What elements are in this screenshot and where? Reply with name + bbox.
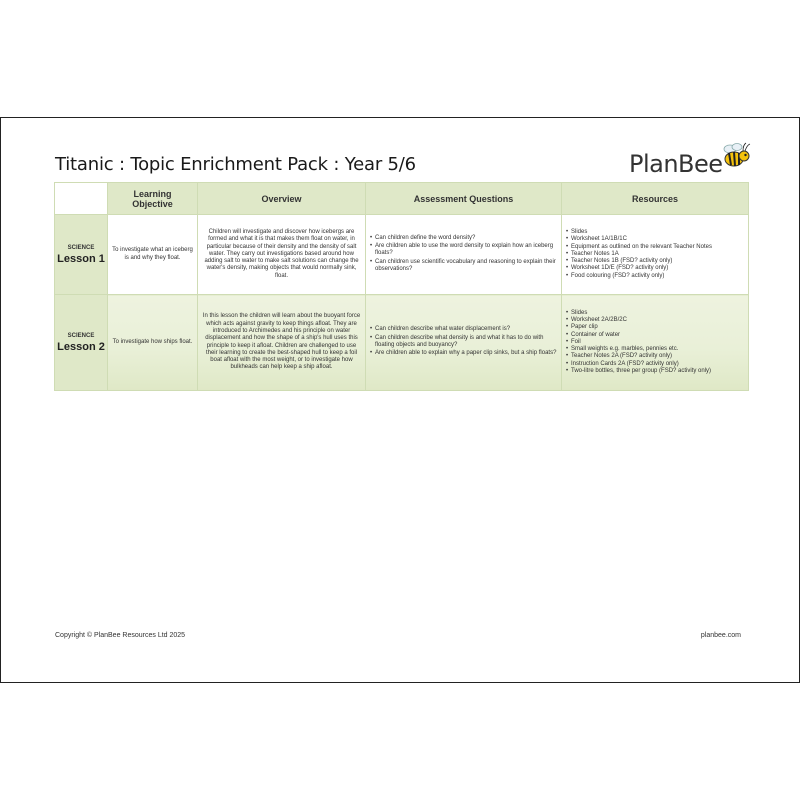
subject-label: SCIENCE (67, 244, 95, 251)
list-item: • Small weights e.g. marbles, pennies etc. (566, 346, 744, 353)
list-item: • Can children describe what water displacement is? (370, 326, 557, 333)
list-item: • Teacher Notes 1A (566, 251, 744, 258)
row-heading (55, 295, 108, 391)
copyright-text: Copyright © PlanBee Resources Ltd 2025 (55, 632, 186, 639)
list-item: • Food colouring (FSD? activity only) (566, 273, 744, 280)
list-item: • Instruction Cards 2A (FSD? activity only) (566, 361, 744, 368)
list-item: • Paper clip (566, 324, 744, 331)
assessment-questions-cell (366, 295, 562, 391)
document-page (0, 117, 800, 683)
website-link[interactable]: planbee.com (700, 632, 741, 639)
list-item: • Two-litre bottles, three per group (FSD? activity only) (566, 368, 744, 375)
list-item: • Foil (566, 339, 744, 346)
list-item: • Worksheet 1A/1B/1C (566, 236, 744, 243)
table-row (55, 215, 749, 295)
header-overview: Overview (198, 183, 366, 215)
header-corner (55, 183, 108, 215)
planbee-logo (629, 140, 749, 182)
list-item: • Teacher Notes 1B (FSD? activity only) (566, 258, 744, 265)
assessment-questions-cell (366, 215, 562, 295)
header-resources: Resources (562, 183, 749, 215)
list-item: • Are children able to use the word density to explain how an iceberg floats? (370, 243, 557, 258)
resources-cell (562, 295, 749, 391)
learning-objective-cell: To investigate how ships float. (108, 295, 198, 391)
list-item: • Worksheet 2A/2B/2C (566, 317, 744, 324)
overview-cell: In this lesson the children will learn about the buoyant force which acts against gravity to keep things afloat. They are introduced to Archimedes and his principle on water displacement and how the shape of a ship's hull uses this principle to keep it afloat. Children are challenged to use their learning to create the best-shaped hull to keep a foil boat afloat with the most weight, or to investigate how bulkheads can help keep a ship afloat. (198, 295, 366, 391)
list-item: • Can children use scientific vocabulary and reasoning to explain their observations? (370, 259, 557, 274)
list-item: • Are children able to explain why a paper clip sinks, but a ship floats? (370, 350, 557, 357)
lesson-label: Lesson 2 (57, 340, 105, 353)
resources-cell (562, 215, 749, 295)
list-item: • Slides (566, 229, 744, 236)
page-title: Titanic : Topic Enrichment Pack : Year 5/6 (55, 154, 416, 175)
overview-cell: Children will investigate and discover how icebergs are formed and what it is that makes them float on water, in particular because of their density and the density of salt water. They carry out investigations based around how adding salt to water to make salt solutions can change the water's density, making objects that would normally sink, float. (198, 215, 366, 295)
list-item: • Worksheet 1D/E (FSD? activity only) (566, 265, 744, 272)
table-row (55, 295, 749, 391)
table-header-row (55, 183, 749, 215)
subject-label: SCIENCE (67, 332, 95, 339)
header-assessment-questions: Assessment Questions (366, 183, 562, 215)
lesson-label: Lesson 1 (57, 252, 105, 265)
bee-icon (719, 140, 753, 174)
list-item: • Can children define the word density? (370, 235, 557, 242)
lesson-plan-table (54, 182, 749, 391)
list-item: • Teacher Notes 2A (FSD? activity only) (566, 353, 744, 360)
header-learning-objective: Learning Objective (108, 183, 198, 215)
logo-text: PlanBee (629, 150, 723, 178)
list-item: • Can children describe what density is and what it has to do with floating objects and buoyancy? (370, 335, 557, 350)
list-item: • Container of water (566, 332, 744, 339)
learning-objective-cell: To investigate what an iceberg is and why they float. (108, 215, 198, 295)
list-item: • Slides (566, 310, 744, 317)
list-item: • Equipment as outlined on the relevant Teacher Notes (566, 244, 744, 251)
row-heading (55, 215, 108, 295)
